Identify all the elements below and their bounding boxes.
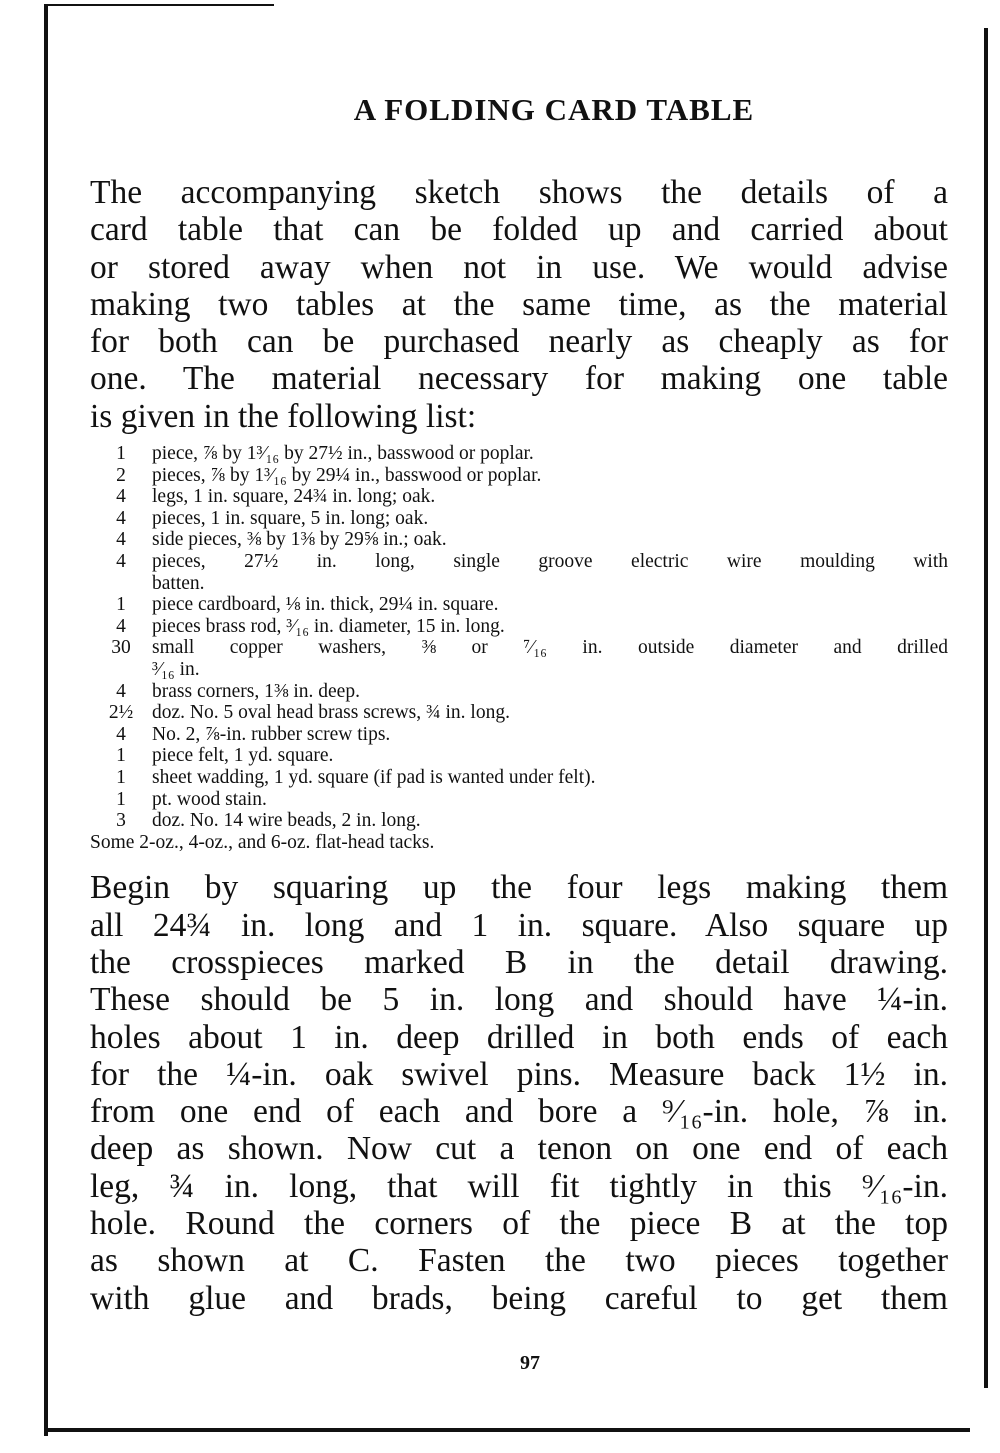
item-text: doz. No. 14 wire beads, 2 in. long. (152, 810, 421, 832)
item-quantity: 3 (116, 810, 126, 832)
list-item (90, 767, 948, 789)
intro-line: The accompanying sketch shows the details of a (90, 174, 948, 211)
item-text: sheet wadding, 1 yd. square (if pad is wanted under felt). (152, 766, 596, 788)
item-quantity: 1 (116, 594, 126, 616)
materials-list (90, 443, 948, 853)
item-text: pieces, 1 in. square, 5 in. long; oak. (152, 507, 429, 529)
item-quantity: 4 (116, 486, 126, 508)
list-item (90, 443, 948, 465)
item-quantity: 4 (116, 551, 126, 573)
intro-line: making two tables at the same time, as the material (90, 285, 948, 323)
list-item (90, 745, 948, 767)
body-line: leg, ¾ in. long, that will fit tightly in this ⁹⁄₁₆-in. (90, 1167, 948, 1205)
item-quantity: 4 (116, 529, 126, 551)
body-line: all 24¾ in. long and 1 in. square. Also square up (90, 906, 948, 944)
item-quantity: 4 (116, 507, 126, 529)
item-quantity: 4 (116, 615, 126, 637)
item-text: batten. (152, 572, 205, 594)
page-border-top (44, 4, 274, 6)
page-title: A FOLDING CARD TABLE (353, 92, 755, 127)
item-quantity: 1 (116, 788, 126, 810)
body-line: Begin by squaring up the four legs making them (90, 869, 948, 907)
page-number: 97 (520, 1352, 540, 1374)
item-text: Some 2-oz., 4-oz., and 6-oz. flat-head tacks. (90, 831, 435, 853)
list-item (90, 529, 948, 551)
item-text: piece cardboard, ⅛ in. thick, 29¼ in. square. (152, 594, 499, 616)
item-quantity: 4 (116, 723, 126, 745)
body-line: as shown at C. Fasten the two pieces together (90, 1242, 948, 1280)
item-quantity: 4 (116, 680, 126, 702)
body-paragraph (90, 869, 948, 1317)
intro-line: one. The material necessary for making one table (90, 360, 948, 398)
intro-paragraph (90, 174, 948, 435)
item-text: pt. wood stain. (152, 788, 267, 810)
list-item (90, 637, 948, 659)
item-quantity: 1 (116, 766, 126, 788)
body-line: with glue and brads, being careful to get them (90, 1279, 948, 1317)
intro-line: is given in the following list: (90, 397, 477, 435)
list-item (90, 508, 948, 530)
list-item (70, 832, 948, 854)
body-line: for the ¼-in. oak swivel pins. Measure back 1½ in. (90, 1055, 948, 1093)
item-quantity: 2½ (108, 702, 134, 724)
list-item (90, 616, 948, 638)
list-item (90, 551, 948, 573)
list-item (90, 789, 948, 811)
item-text: small copper washers, ⅜ or ⁷⁄₁₆ in. outside diameter and drilled (152, 637, 948, 659)
body-line: deep as shown. Now cut a tenon on one end of each (90, 1130, 948, 1168)
list-item (90, 486, 948, 508)
item-text: brass corners, 1⅜ in. deep. (152, 680, 360, 702)
list-item (90, 702, 948, 724)
list-item (90, 681, 948, 703)
body-line: These should be 5 in. long and should have ¼-in. (90, 981, 948, 1019)
list-item (90, 724, 948, 746)
body-line: the crosspieces marked B in the detail drawing. (90, 943, 948, 981)
page-border-right (984, 28, 988, 1388)
item-text: pieces brass rod, ³⁄₁₆ in. diameter, 15 in. long. (152, 615, 505, 637)
page-border-left (44, 4, 48, 1436)
item-text: ³⁄₁₆ in. (152, 659, 200, 681)
page-border-bottom (44, 1428, 970, 1432)
item-quantity: 2 (116, 464, 126, 486)
intro-line: for both can be purchased nearly as cheaply as for (90, 323, 948, 361)
body-line: from one end of each and bore a ⁹⁄₁₆-in. hole, ⅞ in. (90, 1093, 948, 1131)
item-text: pieces, ⅞ by 1³⁄₁₆ by 29¼ in., basswood or poplar. (152, 464, 542, 486)
intro-line: or stored away when not in use. We would advise (90, 248, 948, 286)
item-text: side pieces, ⅜ by 1⅜ by 29⅝ in.; oak. (152, 529, 447, 551)
item-quantity: 30 (111, 637, 131, 659)
list-item (90, 594, 948, 616)
intro-line: card table that can be folded up and carried about (90, 211, 948, 249)
body-line: holes about 1 in. deep drilled in both ends of each (90, 1018, 948, 1056)
item-text: piece felt, 1 yd. square. (152, 745, 334, 767)
item-quantity: 1 (116, 443, 126, 465)
list-item (90, 810, 948, 832)
body-line: hole. Round the corners of the piece B at the top (90, 1205, 948, 1243)
item-text: No. 2, ⅞-in. rubber screw tips. (152, 723, 391, 745)
item-text: pieces, 27½ in. long, single groove electric wire moulding with (152, 551, 948, 573)
list-item-continuation (90, 659, 948, 681)
page-content (90, 80, 948, 1317)
item-text: piece, ⅞ by 1³⁄₁₆ by 27½ in., basswood or poplar. (152, 443, 534, 465)
list-item-continuation (90, 573, 948, 595)
item-quantity: 1 (116, 745, 126, 767)
item-text: doz. No. 5 oval head brass screws, ¾ in. long. (152, 702, 510, 724)
item-text: legs, 1 in. square, 24¾ in. long; oak. (152, 486, 436, 508)
list-item (90, 465, 948, 487)
